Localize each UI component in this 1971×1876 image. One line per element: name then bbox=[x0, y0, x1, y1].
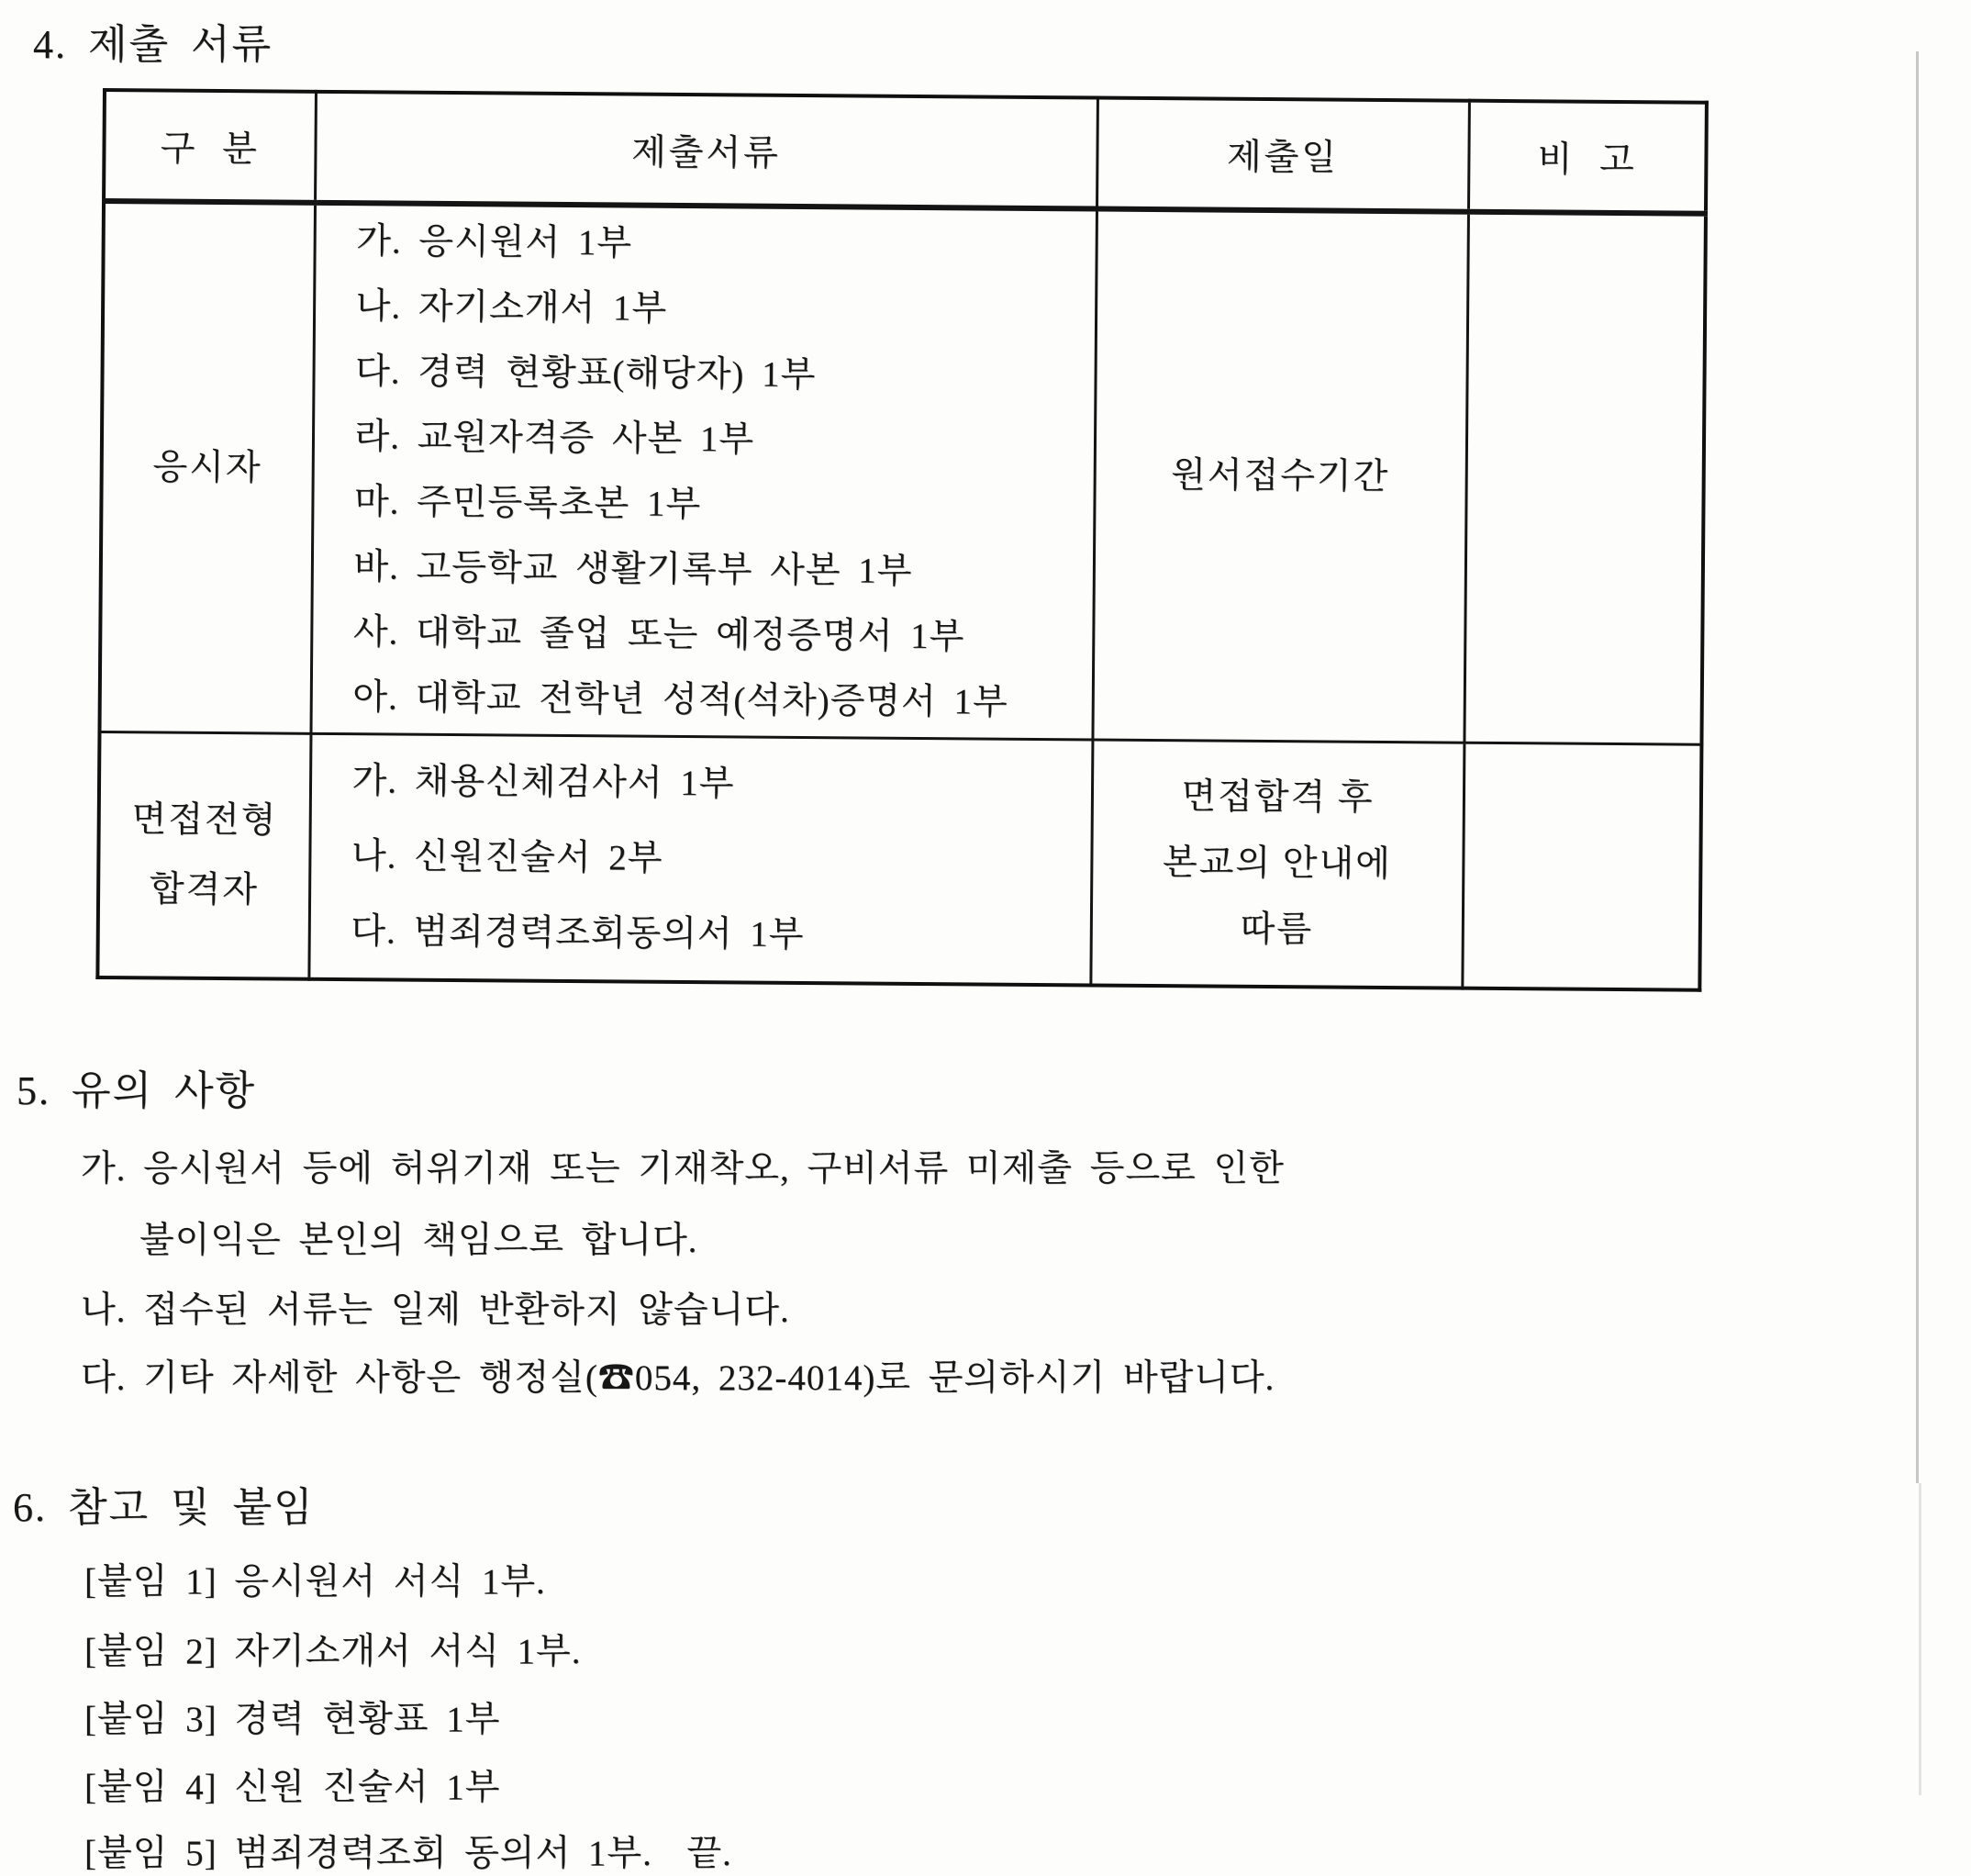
document-item: 라. 교원자격증 사본 1부 bbox=[354, 416, 755, 460]
table-header-row bbox=[104, 90, 1707, 214]
submission-date-cell-applicant bbox=[1092, 209, 1468, 743]
document-item: 가. 채용신체검사서 1부 bbox=[351, 760, 735, 804]
document-item: 다. 범죄경력조회동의서 1부 bbox=[351, 910, 805, 955]
document-item: 바. 고등학교 생활기록부 사본 1부 bbox=[353, 546, 913, 591]
document-item: 가. 응시원서 1부 bbox=[356, 220, 633, 263]
documents-cell-applicant bbox=[310, 203, 1097, 740]
attachment-item-4: [붙임 4] 신원 진술서 1부 bbox=[84, 1768, 501, 1807]
attachment-item-3: [붙임 3] 경력 현황표 1부 bbox=[84, 1700, 501, 1739]
document-item: 아. 대학교 전학년 성적(석차)증명서 1부 bbox=[352, 676, 1008, 722]
col-header-submission-date: 제출일 bbox=[1097, 98, 1469, 212]
notice-item-na: 나. 접수된 서류는 일제 반환하지 않습니다. bbox=[81, 1290, 790, 1330]
category-cell-interview bbox=[97, 731, 310, 979]
category-label: 면접전형 bbox=[131, 799, 278, 841]
submission-date-cell-interview bbox=[1090, 739, 1464, 988]
document-item: 나. 신원진술서 2부 bbox=[351, 835, 663, 878]
attachment-item-1: [붙임 1] 응시원서 서식 1부. bbox=[84, 1562, 546, 1602]
submission-date-text: 본교의 안내에 bbox=[1162, 842, 1392, 884]
table-row-interview-passers bbox=[97, 731, 1701, 990]
remarks-cell-applicant bbox=[1464, 212, 1706, 744]
category-label: 응시자 bbox=[152, 447, 262, 488]
section6-heading: 6. 참고 및 붙임 bbox=[13, 1485, 315, 1530]
section4-heading: 4. 제출 서류 bbox=[33, 22, 273, 67]
document-item: 마. 주민등록초본 1부 bbox=[353, 481, 702, 524]
table-row-applicant bbox=[99, 201, 1705, 744]
submission-documents-table-wrap bbox=[95, 88, 1709, 992]
category-label: 합격자 bbox=[149, 869, 260, 910]
scan-fold-artifact bbox=[1916, 51, 1919, 1483]
attachment-item-5: [붙임 5] 범죄경력조회 동의서 1부. 끝. bbox=[84, 1834, 732, 1873]
col-header-documents: 제출서류 bbox=[315, 92, 1097, 209]
remarks-cell-interview bbox=[1462, 743, 1701, 990]
scan-fold-artifact-lower bbox=[1919, 1483, 1921, 1795]
notice-item-ga: 가. 응시원서 등에 허위기재 또는 기재착오, 구비서류 미제출 등으로 인한 bbox=[81, 1149, 1285, 1189]
col-header-remarks: 비 고 bbox=[1468, 101, 1707, 214]
document-item: 다. 경력 현황표(해당자) 1부 bbox=[354, 351, 817, 395]
section5-heading: 5. 유의 사항 bbox=[17, 1068, 257, 1113]
submission-documents-table bbox=[95, 88, 1709, 992]
notice-item-ga-continued: 불이익은 본인의 책임으로 합니다. bbox=[139, 1221, 698, 1260]
notice-item-da: 다. 기타 자세한 사항은 행정실(☎054, 232-4014)로 문의하시기 바랍니다. bbox=[81, 1358, 1275, 1398]
category-cell-applicant bbox=[99, 201, 315, 733]
document-item: 나. 자기소개서 1부 bbox=[355, 285, 668, 329]
submission-date-text: 따름 bbox=[1240, 909, 1314, 950]
attachment-item-2: [붙임 2] 자기소개서 서식 1부. bbox=[84, 1632, 582, 1671]
submission-date-text: 원서접수기간 bbox=[1171, 454, 1390, 497]
col-header-category: 구 분 bbox=[104, 90, 316, 203]
submission-date-text: 면접합격 후 bbox=[1181, 776, 1375, 818]
document-item: 사. 대학교 졸업 또는 예정증명서 1부 bbox=[352, 611, 965, 657]
documents-cell-interview bbox=[308, 733, 1092, 986]
